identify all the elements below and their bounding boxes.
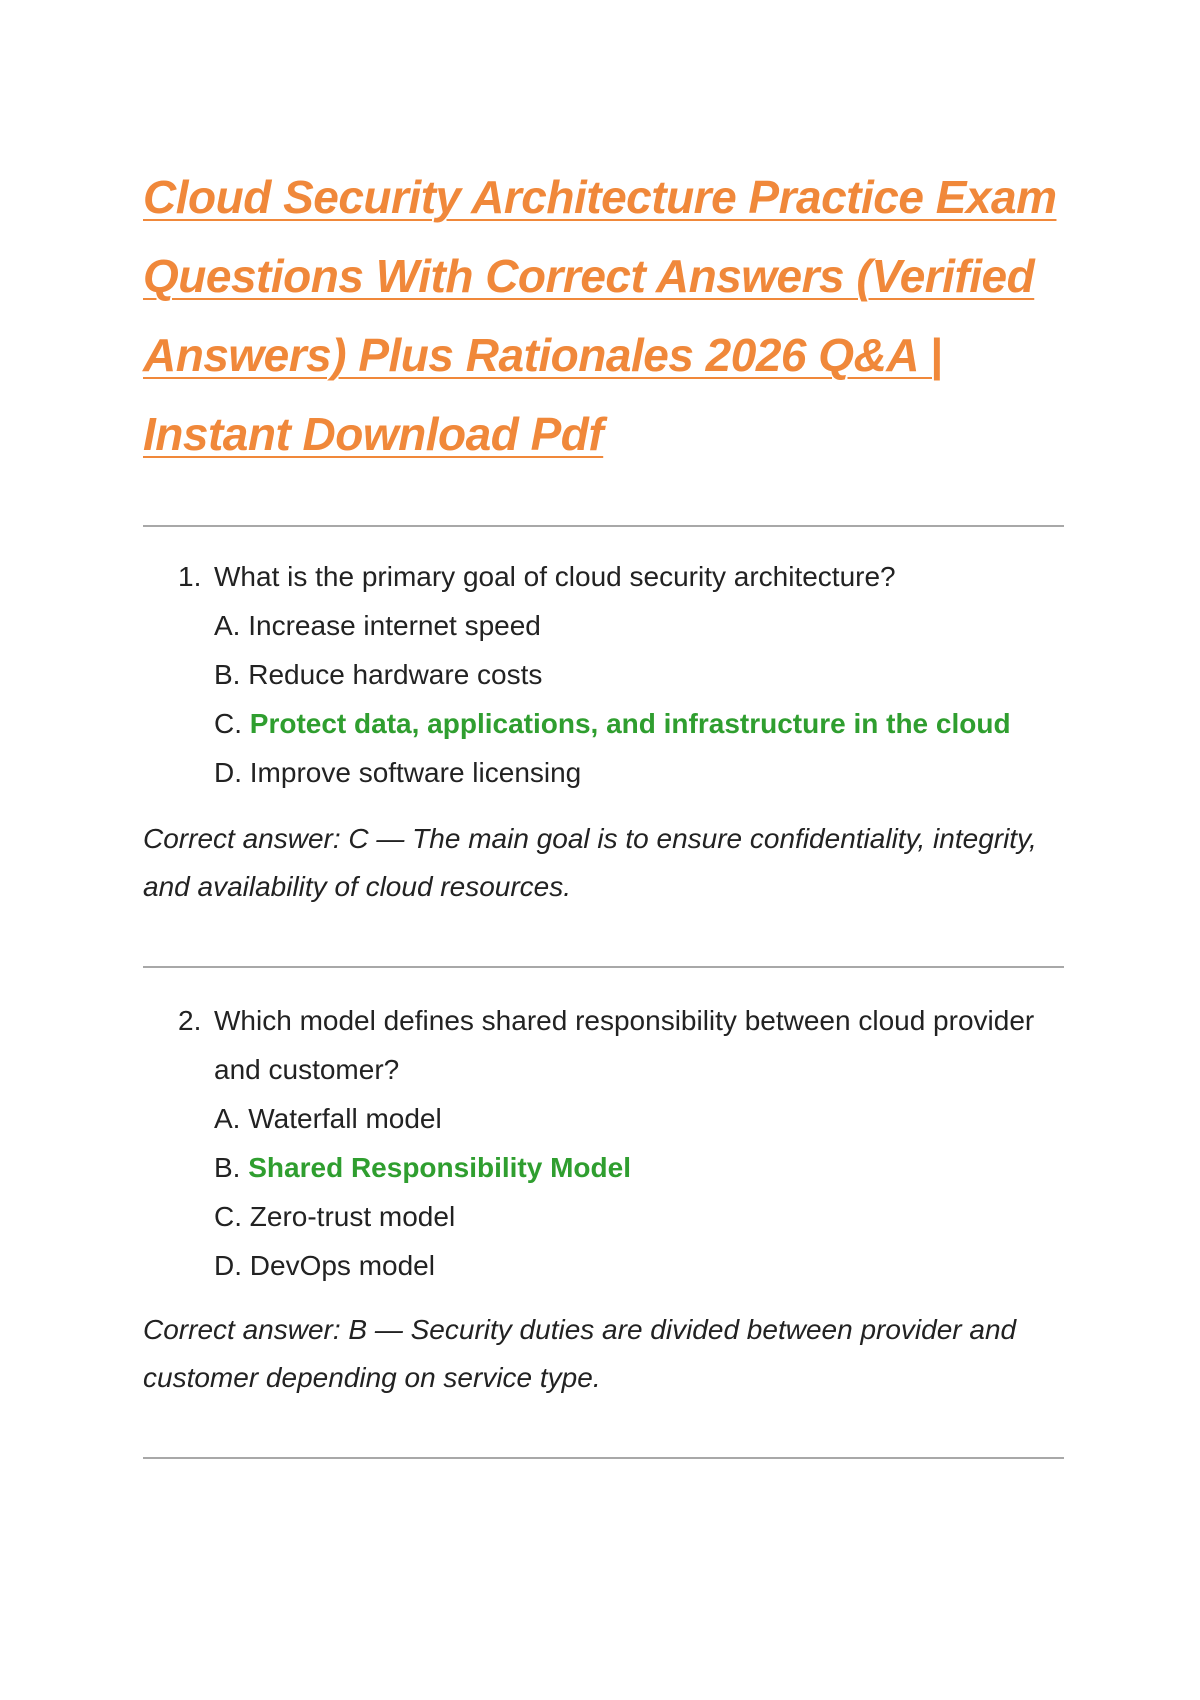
option-a xyxy=(214,601,1068,650)
option-letter: B. xyxy=(214,659,241,690)
option-text: Reduce hardware costs xyxy=(248,659,543,690)
title-line: Cloud Security Architecture Practice Exam xyxy=(143,171,1057,223)
option-letter: B. xyxy=(214,1152,241,1183)
option-letter: D. xyxy=(214,757,242,788)
divider xyxy=(143,525,1064,527)
rationale-2: Correct answer: B — Security duties are divided between provider and customer depending on service type. xyxy=(143,1314,1017,1393)
rationale-1: Correct answer: C — The main goal is to ensure confidentiality, integrity, and availability of cloud resources. xyxy=(143,823,1037,902)
document-title xyxy=(143,158,1063,474)
option-c xyxy=(214,699,1068,748)
question-number: 2. xyxy=(178,1005,202,1036)
correct-option-text: Shared Responsibility Model xyxy=(248,1152,631,1183)
option-text: Improve software licensing xyxy=(249,757,582,788)
option-c xyxy=(214,1192,1068,1241)
option-text: Increase internet speed xyxy=(248,610,541,641)
title-line: Answers) Plus Rationales 2026 Q&A | xyxy=(143,329,942,381)
question-text: What is the primary goal of cloud security architecture? xyxy=(214,561,896,592)
option-text: Waterfall model xyxy=(248,1103,442,1134)
option-d xyxy=(214,748,1068,797)
option-list xyxy=(143,1094,1068,1290)
question-1 xyxy=(143,552,1068,797)
question-stem xyxy=(143,552,1068,601)
question-number: 1. xyxy=(178,561,202,592)
option-a xyxy=(214,1094,1068,1143)
divider xyxy=(143,966,1064,968)
option-letter: D. xyxy=(214,1250,242,1281)
correct-option-text: Protect data, applications, and infrastructure in the cloud xyxy=(249,708,1011,739)
divider xyxy=(143,1457,1064,1459)
title-line: Instant Download Pdf xyxy=(143,408,604,460)
option-letter: A. xyxy=(214,1103,241,1134)
option-text: DevOps model xyxy=(249,1250,435,1281)
question-text: Which model defines shared responsibility between cloud provider and customer? xyxy=(214,1005,1035,1085)
option-list xyxy=(143,601,1068,797)
option-b xyxy=(214,1143,1068,1192)
option-d xyxy=(214,1241,1068,1290)
title-line: Questions With Correct Answers (Verified xyxy=(143,250,1035,302)
question-stem xyxy=(143,996,1068,1094)
option-letter: C. xyxy=(214,708,242,739)
option-b xyxy=(214,650,1068,699)
question-2 xyxy=(143,996,1068,1290)
option-text: Zero-trust model xyxy=(249,1201,456,1232)
option-letter: A. xyxy=(214,610,241,641)
option-letter: C. xyxy=(214,1201,242,1232)
